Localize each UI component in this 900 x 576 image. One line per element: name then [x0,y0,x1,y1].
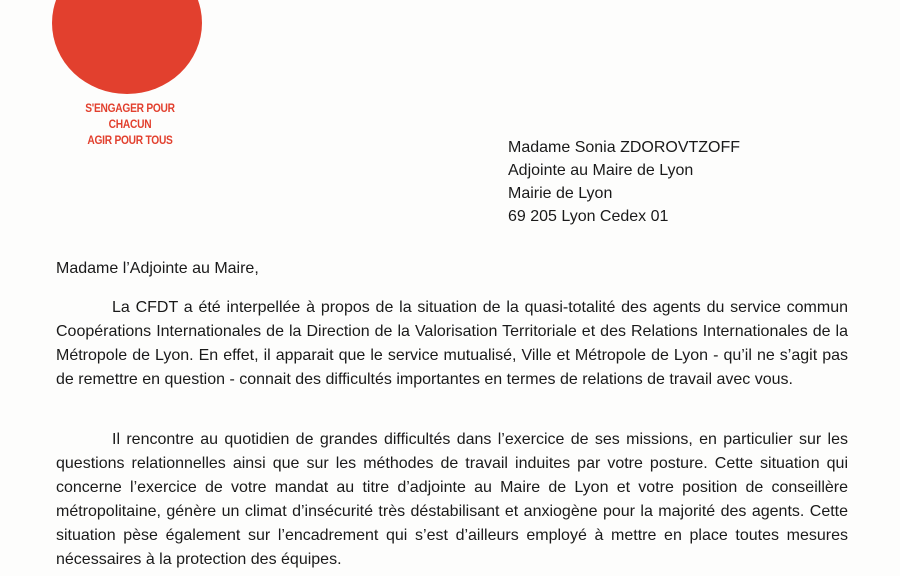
recipient-address-block [508,136,740,228]
letter-paragraph-2: Il rencontre au quotidien de grandes difficultés dans l’exercice de ses missions, en particulier sur les questions relationnelles ainsi que sur les méthodes de travail induites par votre posture. Cette situation qui concerne l’exercice de votre mandat au titre d’adjointe au Maire de Lyon et votre position de conseillère métropolitaine, génère un climat d’insécurité très déstabilisant et anxiogène pour la majorité des agents. Cette situation pèse également sur l’encadrement qui s’est d’ailleurs employé à mettre en place toutes mesures nécessaires à la protection des équipes. [56,431,848,568]
cfdt-logo [52,0,202,94]
slogan-line-1: S'ENGAGER POUR CHACUN [85,101,175,131]
logo-slogan [71,100,190,148]
letter-salutation: Madame l’Adjointe au Maire, [56,260,259,277]
letter-paragraph-1: La CFDT a été interpellée à propos de la situation de la quasi-totalité des agents du service commun Coopérations Internationales de la Direction de la Valorisation Territoriale et des Relations Internationales de la Métropole de Lyon. En effet, il apparait que le service mutualisé, Ville et Métropole de Lyon - qu’il ne s’agit pas de remettre en question - connait des difficultés importantes en termes de relations de travail avec vous. [56,299,848,388]
recipient-title: Adjointe au Maire de Lyon [508,162,694,179]
recipient-postal-address: 69 205 Lyon Cedex 01 [508,208,669,225]
recipient-organization: Mairie de Lyon [508,185,613,202]
slogan-line-2: AGIR POUR TOUS [87,133,173,147]
recipient-name: Madame Sonia ZDOROVTZOFF [508,139,741,156]
